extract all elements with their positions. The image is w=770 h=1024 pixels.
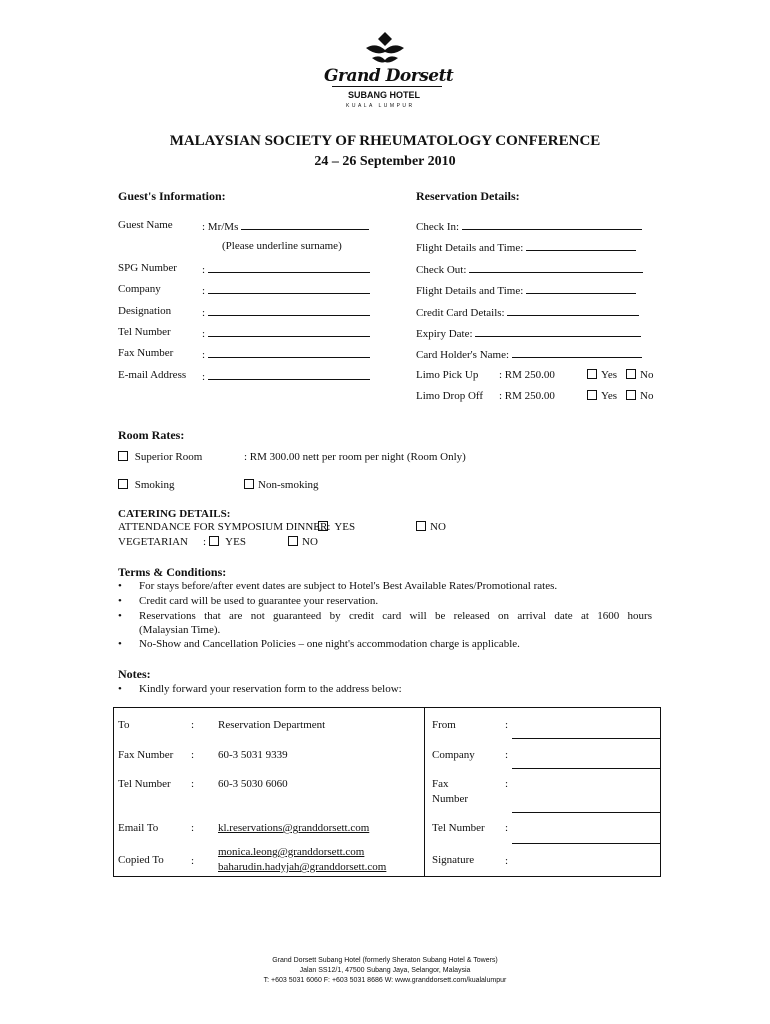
limo-drop-yes-checkbox[interactable] (587, 390, 597, 400)
checkin-label: Check In: (416, 221, 460, 233)
fax-field[interactable] (208, 347, 370, 358)
catering-heading: CATERING DETAILS: (118, 508, 231, 520)
credit-label: Credit Card Details: (416, 307, 505, 319)
reservation-heading: Reservation Details: (416, 189, 520, 203)
credit-field[interactable] (507, 305, 639, 316)
holder-field[interactable] (512, 347, 642, 358)
fax-label: Fax Number (118, 347, 174, 359)
checkout-field[interactable] (469, 262, 643, 273)
footer-line-2: Jalan SS12/1, 47500 Subang Jaya, Selangor, Malaysia (299, 967, 471, 974)
dinner-no-checkbox[interactable] (416, 521, 426, 531)
limo-pick-no-checkbox[interactable] (626, 369, 636, 379)
copied-to-label: Copied To (118, 854, 164, 866)
notes-item: • Kindly forward your reservation form to the address below: (139, 683, 402, 695)
superior-room-rate: : RM 300.00 nett per room per night (Room Only) (244, 451, 466, 463)
logo (310, 30, 460, 110)
footer-line-1: Grand Dorsett Subang Hotel (formerly Sheraton Subang Hotel & Towers) (272, 957, 498, 964)
designation-label: Designation (118, 305, 172, 317)
limo-drop-label: Limo Drop Off (416, 390, 484, 402)
checkin-field[interactable] (462, 219, 642, 230)
smoking-checkbox[interactable] (118, 479, 128, 489)
company2-label: Company (432, 749, 475, 761)
flight1-label: Flight Details and Time: (416, 242, 524, 254)
to-value: Reservation Department (218, 719, 326, 731)
company-label: Company (118, 283, 161, 295)
tel-number-value: 60-3 5030 6060 (218, 778, 288, 790)
company-field[interactable] (208, 283, 370, 294)
tel2-field[interactable] (512, 843, 660, 844)
email-field[interactable] (208, 369, 370, 380)
terms-heading: Terms & Conditions: (118, 565, 227, 579)
limo-drop-no-checkbox[interactable] (626, 390, 636, 400)
limo-pick-label: Limo Pick Up (416, 369, 479, 381)
logo-city: KUALA LUMPUR (346, 103, 415, 109)
designation-field[interactable] (208, 305, 370, 316)
nonsmoking-label: Non-smoking (258, 479, 319, 491)
email-label: E-mail Address (118, 369, 187, 381)
smoking-label: Smoking (134, 479, 175, 491)
expiry-label: Expiry Date: (416, 328, 473, 340)
superior-room-checkbox[interactable] (118, 451, 128, 461)
cc-link-2[interactable]: baharudin.hadyjah@granddorsett.com (218, 861, 387, 873)
logo-brand: Grand Dorsett (324, 66, 454, 86)
tel2-label: Tel Number (432, 822, 485, 834)
terms-item: • No-Show and Cancellation Policies – one night's accommodation charge is applicable. (139, 638, 520, 650)
lotus-icon (362, 30, 408, 70)
company2-field[interactable] (512, 768, 660, 769)
vegetarian-label: VEGETARIAN (118, 536, 188, 548)
vegetarian-no-checkbox[interactable] (288, 536, 298, 546)
nonsmoking-checkbox[interactable] (244, 479, 254, 489)
limo-pick-price: : RM 250.00 (499, 369, 555, 381)
email-to-label: Email To (118, 822, 159, 834)
expiry-field[interactable] (475, 326, 641, 337)
flight2-field[interactable] (526, 283, 636, 294)
tel-label: Tel Number (118, 326, 171, 338)
tel-field[interactable] (208, 326, 370, 337)
from-label: From (432, 719, 456, 731)
signature-label: Signature (432, 854, 475, 866)
notes-heading: Notes: (118, 667, 151, 681)
fax-number-label: Fax Number (118, 749, 174, 761)
checkout-label: Check Out: (416, 264, 467, 276)
terms-item: • For stays before/after event dates are subject to Hotel's Best Available Rates/Promotional rates. (139, 580, 557, 592)
spg-field[interactable] (208, 262, 370, 273)
email-to-link[interactable]: kl.reservations@granddorsett.com (218, 822, 370, 834)
to-label: To (118, 719, 130, 731)
dinner-label: ATTENDANCE FOR SYMPOSIUM DINNER: (118, 521, 331, 533)
vegetarian-yes-checkbox[interactable] (209, 536, 219, 546)
holder-label: Card Holder's Name: (416, 349, 510, 361)
rates-heading: Room Rates: (118, 428, 185, 442)
cc-link-1[interactable]: monica.leong@granddorsett.com (218, 846, 365, 858)
guest-heading: Guest's Information: (118, 189, 226, 203)
dinner-yes-checkbox[interactable] (318, 521, 328, 531)
tel-number-label: Tel Number (118, 778, 171, 790)
from-field[interactable] (512, 738, 660, 739)
fax2-label-2: Number (432, 793, 469, 805)
guest-name-field[interactable] (241, 219, 369, 230)
address-table (113, 707, 661, 877)
underline-note: (Please underline surname) (222, 240, 342, 252)
flight1-field[interactable] (526, 240, 636, 251)
limo-pick-yes-checkbox[interactable] (587, 369, 597, 379)
logo-sub: SUBANG HOTEL (348, 90, 420, 100)
guest-name-prefix: : Mr/Ms (202, 221, 239, 233)
fax2-label-1: Fax (432, 778, 449, 790)
terms-item: • Credit card will be used to guarantee your reservation. (139, 595, 378, 607)
limo-drop-price: : RM 250.00 (499, 390, 555, 402)
footer-line-3: T: +603 5031 6060 F: +603 5031 8686 W: www.granddorsett.com/kualalumpur (263, 977, 507, 984)
page-title: MALAYSIAN SOCIETY OF RHEUMATOLOGY CONFERENCE (169, 133, 601, 149)
spg-label: SPG Number (118, 262, 177, 274)
terms-item: • Reservations that are not guaranteed by credit card will be released on arrival date at 1600 hours (139, 610, 652, 622)
flight2-label: Flight Details and Time: (416, 285, 524, 297)
terms-item-cont: (Malaysian Time). (139, 624, 221, 636)
superior-room-label: Superior Room (134, 451, 203, 463)
guest-name-label: Guest Name (118, 219, 173, 231)
fax-number-value: 60-3 5031 9339 (218, 749, 288, 761)
fax2-field[interactable] (512, 812, 660, 813)
event-dates: 24 – 26 September 2010 (314, 154, 456, 169)
